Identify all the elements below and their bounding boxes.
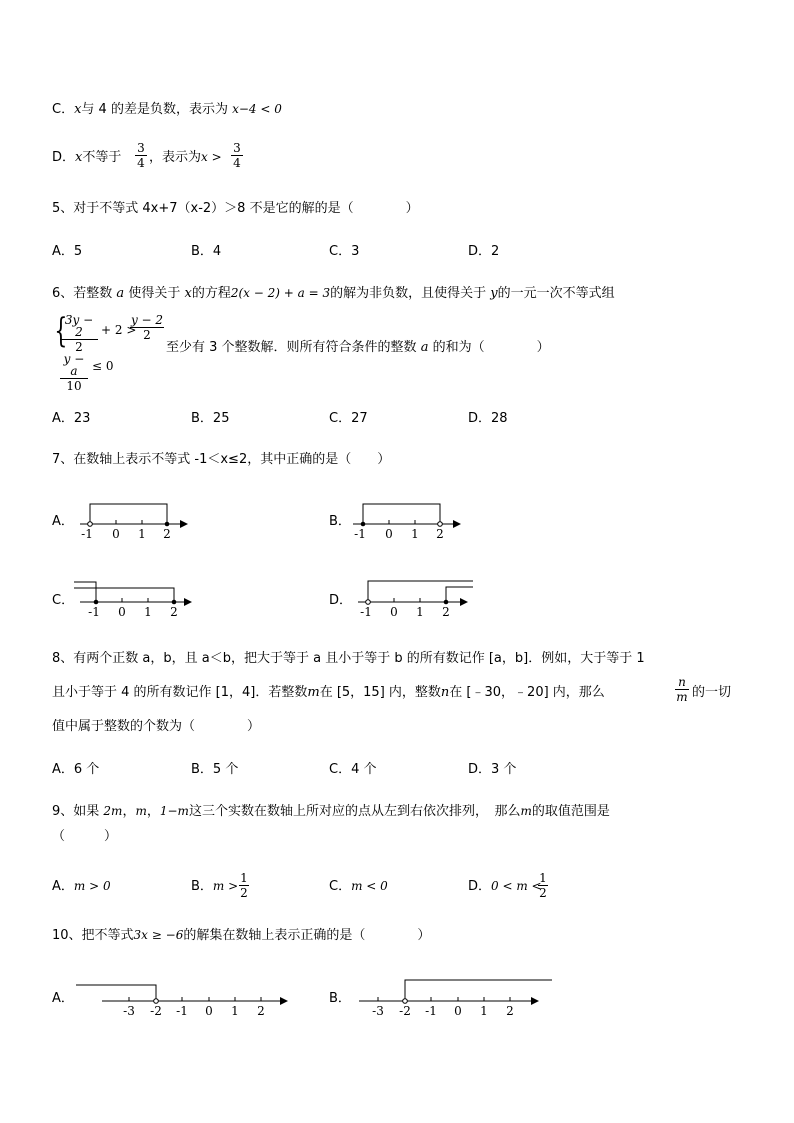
q6-option-c: C．27 bbox=[329, 411, 368, 426]
tick-label: 0 bbox=[112, 527, 120, 541]
tick-label: 2 bbox=[442, 605, 450, 619]
tick-label: 1 bbox=[416, 605, 424, 619]
q5-option-b: B．4 bbox=[191, 244, 222, 259]
tick-label: 0 bbox=[390, 605, 398, 619]
tick-label: 1 bbox=[480, 1004, 488, 1018]
tick-label: -1 bbox=[176, 1004, 188, 1018]
q9-blank: （ ） bbox=[52, 829, 118, 844]
tick-label: 2 bbox=[257, 1004, 265, 1018]
tick-label: 2 bbox=[436, 527, 444, 541]
tick-label: -3 bbox=[123, 1004, 135, 1018]
q7-number-line-a bbox=[74, 500, 194, 540]
q6-sys1-fraction-left: 3y − 2 2 bbox=[60, 314, 98, 353]
q8-option-c: C．4 个 bbox=[329, 762, 377, 777]
q10-number-line-b bbox=[349, 977, 559, 1019]
q9-option-b: B．m > bbox=[191, 879, 239, 894]
tick-label: 0 bbox=[454, 1004, 462, 1018]
q7-number-line-c bbox=[74, 578, 199, 620]
q9-option-c: C．m < 0 bbox=[329, 879, 388, 894]
q6-sys1-fraction-right: y − 2 2 bbox=[130, 313, 164, 342]
tick-label: -1 bbox=[360, 605, 372, 619]
option-d-text: D．x不等于 bbox=[52, 150, 122, 165]
q5-option-c: C．3 bbox=[329, 244, 360, 259]
q8-option-d: D．3 个 bbox=[468, 762, 517, 777]
tick-label: 2 bbox=[163, 527, 171, 541]
tick-label: 2 bbox=[506, 1004, 514, 1018]
q9-option-d-fraction: 1 2 bbox=[539, 871, 547, 900]
option-d-fraction-2: 3 4 bbox=[231, 142, 243, 169]
q6-option-a: A．23 bbox=[52, 411, 91, 426]
tick-label: -1 bbox=[425, 1004, 437, 1018]
q5-option-d: D．2 bbox=[468, 244, 500, 259]
q6-option-d: D．28 bbox=[468, 411, 508, 426]
q5-stem: 5、对于不等式 4x+7（x-2）＞8 不是它的解的是（ ） bbox=[52, 201, 419, 216]
q7-label-c: C． bbox=[52, 593, 75, 608]
q8-option-b: B．5 个 bbox=[191, 762, 239, 777]
q7-number-line-b bbox=[347, 500, 467, 540]
option-d-fraction: 3 4 bbox=[135, 142, 147, 169]
tick-label: 0 bbox=[385, 527, 393, 541]
tick-label: -1 bbox=[81, 527, 93, 541]
q6-sys2-fraction: y − a 10 bbox=[60, 353, 88, 392]
tick-label: 0 bbox=[205, 1004, 213, 1018]
q8-line-1: 8、有两个正数 a，b，且 a＜b，把大于等于 a 且小于等于 b 的所有数记作 [a，b]．例如，大于等于 1 bbox=[52, 651, 645, 666]
q9-option-d: D．0 < m < bbox=[468, 879, 542, 894]
tick-label: -2 bbox=[399, 1004, 411, 1018]
tick-label: 1 bbox=[138, 527, 146, 541]
q8-option-a: A．6 个 bbox=[52, 762, 100, 777]
q7-label-b: B． bbox=[329, 514, 351, 529]
q9-option-b-fraction: 1 2 bbox=[240, 871, 248, 900]
q8-line-3: 值中属于整数的个数为（ ） bbox=[52, 719, 261, 734]
q8-line-2-end: 的一切 bbox=[692, 685, 732, 700]
q8-fraction: n m bbox=[676, 675, 688, 704]
q7-label-a: A． bbox=[52, 514, 74, 529]
q10-stem: 10、把不等式3x ≥ −6的解集在数轴上表示正确的是（ ） bbox=[52, 928, 431, 943]
q10-label-b: B． bbox=[329, 991, 351, 1006]
q6-system-brace: { bbox=[54, 311, 68, 351]
q9-stem: 9、如果 2m，m，1−m这三个实数在数轴上所对应的点从左到右依次排列， 那么m的取值范围是 bbox=[52, 804, 610, 819]
q10-number-line-a bbox=[72, 977, 297, 1019]
q8-line-2: 且小于等于 4 的所有数记作 [1，4]．若整数m在 [5，15] 内，整数n在 [﹣30，﹣20] 内，那么 bbox=[52, 685, 605, 700]
tick-label: -2 bbox=[150, 1004, 162, 1018]
q7-stem: 7、在数轴上表示不等式 -1＜x≤2，其中正确的是（ ） bbox=[52, 452, 391, 467]
tick-label: -1 bbox=[354, 527, 366, 541]
q9-option-a: A．m > 0 bbox=[52, 879, 111, 894]
tick-label: 1 bbox=[231, 1004, 239, 1018]
q7-number-line-d bbox=[352, 578, 477, 620]
q7-label-d: D． bbox=[329, 593, 353, 608]
tick-label: 0 bbox=[118, 605, 126, 619]
tick-label: 2 bbox=[170, 605, 178, 619]
q5-option-a: A．5 bbox=[52, 244, 83, 259]
q6-stem: 6、若整数 a 使得关于 x的方程2(x − 2) + a = 3的解为非负数，且使得关于 y的一元一次不等式组 bbox=[52, 286, 615, 301]
q6-option-b: B．25 bbox=[191, 411, 230, 426]
q6-sys2-rel: ≤ 0 bbox=[92, 359, 114, 373]
q10-label-a: A． bbox=[52, 991, 74, 1006]
tick-label: -3 bbox=[372, 1004, 384, 1018]
option-d-rest: ，表示为x > bbox=[149, 150, 222, 165]
option-c-text: C．x与 4 的差是负数，表示为 x−4 < 0 bbox=[52, 102, 282, 117]
tick-label: 1 bbox=[144, 605, 152, 619]
tick-label: -1 bbox=[88, 605, 100, 619]
tick-label: 1 bbox=[411, 527, 419, 541]
q6-tail: 至少有 3 个整数解．则所有符合条件的整数 a 的和为（ ） bbox=[166, 340, 550, 355]
q6-sys1-mid: + 2 > bbox=[101, 323, 137, 337]
